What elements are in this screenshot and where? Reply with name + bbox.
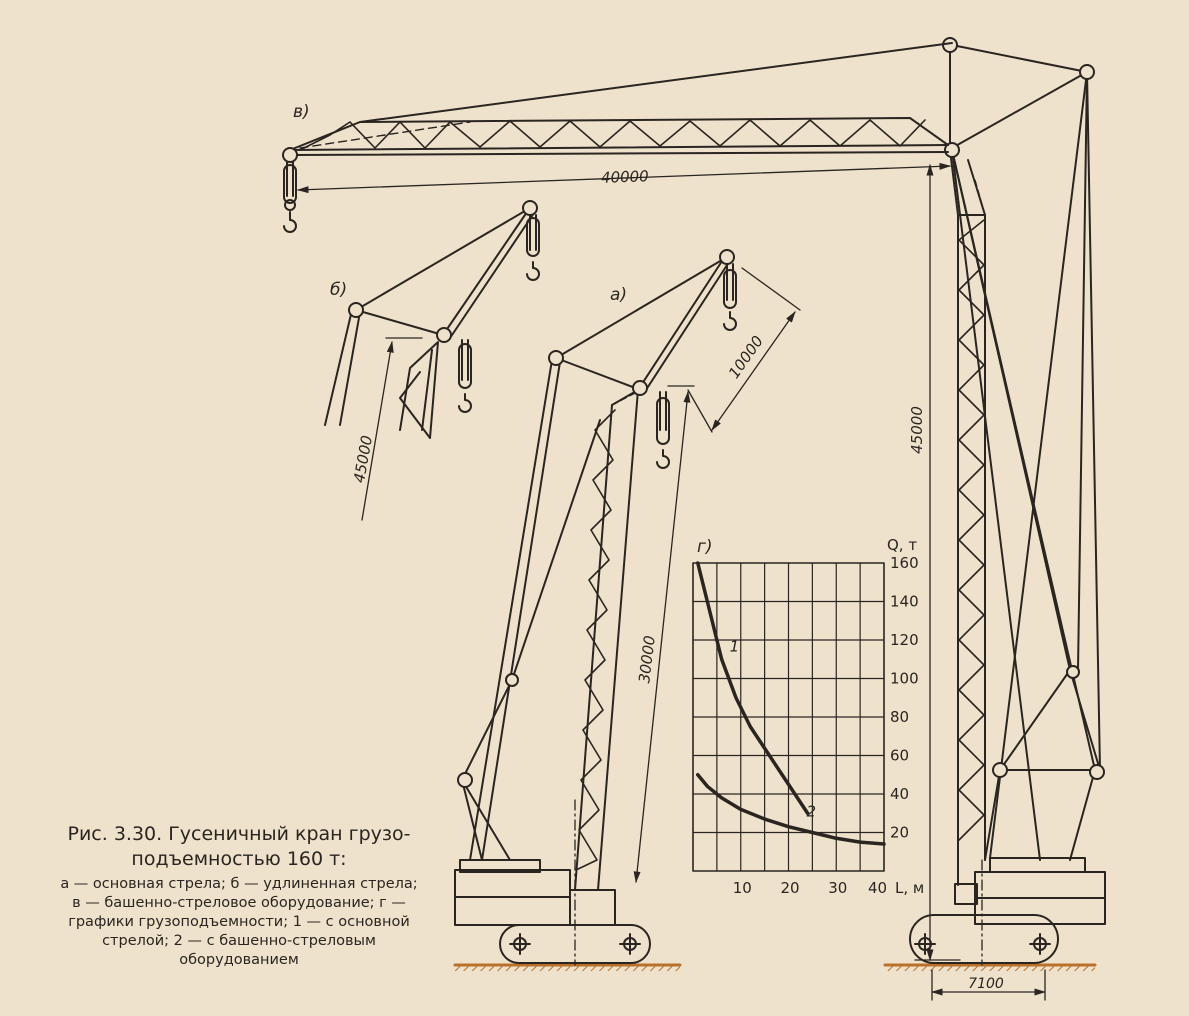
caption-title: Рис. 3.30. Гусеничный кран грузо-подъемностью 160 т: xyxy=(67,823,411,870)
chart-series-label: 1 xyxy=(729,637,740,656)
chart-ytick-label: 100 xyxy=(890,669,919,688)
dim-jib-reach: 40000 xyxy=(600,167,649,187)
chart-lines xyxy=(698,563,884,844)
chart-xtick-label: 40 xyxy=(868,879,888,897)
dim-jib-length-a: 10000 xyxy=(724,332,767,382)
chart-xtick-label: 20 xyxy=(780,879,800,897)
boom-b xyxy=(325,201,539,438)
dim-track-width: 7100 xyxy=(968,976,1004,992)
chart-series-1 xyxy=(698,563,808,813)
tower-v xyxy=(943,38,1104,885)
label-variant-b: б) xyxy=(330,280,348,300)
figure-caption xyxy=(58,822,420,970)
chart-ytick-label: 140 xyxy=(890,592,919,611)
crane-base-left xyxy=(455,800,650,965)
caption-body: а — основная стрела; б — удлиненная стрела; в — башенно-стреловое оборудование; г — графики грузоподъемности; 1 — с основной стрелой; 2 — с башенно-стреловым оборудованием xyxy=(60,876,418,968)
dimension-lines-a xyxy=(636,268,800,882)
jib-v xyxy=(283,43,952,232)
chart-ytick-label: 20 xyxy=(890,823,910,842)
label-variant-g: г) xyxy=(697,537,713,557)
chart-xlabel: L, м xyxy=(895,879,925,897)
ground-left xyxy=(455,965,680,971)
dim-boom-length-b: 45000 xyxy=(350,434,377,485)
dim-tower-height-v: 45000 xyxy=(908,406,926,454)
chart-ytick-label: 80 xyxy=(890,708,910,726)
dim-boom-length-a: 30000 xyxy=(635,634,659,685)
label-variant-a: а) xyxy=(610,285,628,305)
label-variant-v: в) xyxy=(293,102,310,122)
crane-base-right xyxy=(910,858,1105,965)
chart-ylabel: Q, т xyxy=(887,536,918,554)
chart-xtick-label: 10 xyxy=(732,879,752,897)
chart-ytick-label: 40 xyxy=(890,785,910,803)
chart-ytick-label: 160 xyxy=(890,554,919,572)
ground-right xyxy=(885,965,1095,971)
chart-series-label: 2 xyxy=(806,802,817,821)
chart-xtick-label: 30 xyxy=(828,879,848,897)
chart-ytick-label: 60 xyxy=(890,746,910,765)
chart-grid xyxy=(693,563,884,871)
chart-ytick-label: 120 xyxy=(890,631,919,649)
